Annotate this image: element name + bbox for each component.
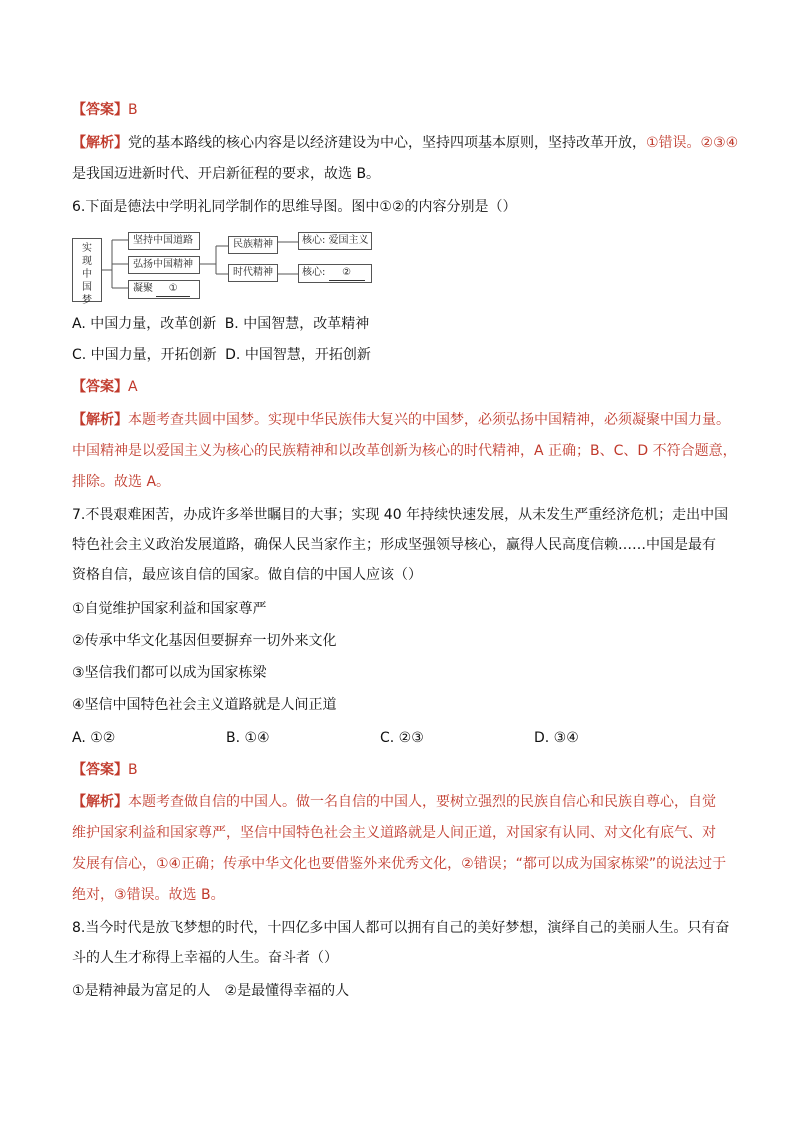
mind-map-core: 核心: 爱国主义 [298, 232, 372, 250]
q7-answer [72, 760, 138, 780]
root-char: 中 [82, 269, 92, 280]
option-c: C. ②③ [380, 730, 424, 746]
q5-analysis-line: 是我国迈进新时代、开启新征程的要求，故选 B。 [72, 166, 381, 182]
q6-analysis-line: 中国精神是以爱国主义为核心的民族精神和以改革创新为核心的时代精神，A 正确；B、C、D 不符合题意， [72, 443, 737, 459]
option-d: D. 中国智慧，开拓创新 [225, 347, 371, 363]
q5-analysis-line [72, 133, 738, 153]
q7-analysis-line [72, 792, 716, 812]
answer-tag: 【答案】 [72, 102, 128, 118]
mind-map-branch [128, 280, 200, 299]
analysis-tag: 【解析】 [72, 135, 128, 151]
analysis-text: 本题考查做自信的中国人。做一名自信的中国人，要树立强烈的民族自信心和民族自尊心，自觉 [128, 794, 716, 810]
option-b: B. 中国智慧，改革精神 [224, 316, 370, 332]
q7-stem-line: 特色社会主义政治发展道路，确保人民当家作主；形成坚强领导核心，赢得人民高度信赖……中国是最有 [72, 537, 716, 553]
mind-map-core [298, 264, 372, 283]
blank-1: ① [156, 282, 190, 297]
option-b: B. ①④ [226, 730, 270, 746]
root-char: 现 [82, 256, 92, 267]
analysis-text: 党的基本路线的核心内容是以经济建设为中心，坚持四项基本原则，坚持改革开放， [128, 135, 646, 151]
q8-items: ①是精神最为富足的人 ②是最懂得幸福的人 [72, 983, 350, 999]
q6-analysis-line [72, 410, 730, 430]
mind-map-sub: 时代精神 [228, 264, 278, 282]
mind-map-branch: 弘扬中国精神 [128, 256, 200, 274]
q7-analysis-line: 维护国家利益和国家尊严，坚信中国特色社会主义道路就是人间正道，对国家有认同、对文化有底气、对 [72, 825, 716, 841]
blank-2: ② [329, 266, 365, 281]
root-char: 国 [82, 282, 92, 293]
core-label: 核心: [302, 267, 326, 278]
answer-value: A [128, 379, 138, 395]
root-char: 实 [82, 243, 92, 254]
q5-answer [72, 100, 138, 120]
analysis-text-red: ①错误。②③④ [646, 135, 739, 151]
answer-value: B [128, 762, 138, 778]
mind-map-sub: 民族精神 [228, 236, 278, 254]
option-a: A. 中国力量，改革创新 [72, 316, 217, 332]
q7-analysis-line: 绝对，③错误。故选 B。 [72, 887, 225, 903]
q7-item: ④坚信中国特色社会主义道路就是人间正道 [72, 697, 337, 713]
answer-tag: 【答案】 [72, 379, 128, 395]
q7-analysis-line: 发展有信心，①④正确；传承中华文化也要借鉴外来优秀文化，②错误；“都可以成为国家栋梁”的说法过于 [72, 856, 727, 872]
q7-item: ②传承中华文化基因但要摒弃一切外来文化 [72, 633, 337, 649]
q8-stem-line: 斗的人生才称得上幸福的人生。奋斗者（） [72, 950, 338, 966]
q7-stem-line: 7.不畏艰难困苦，办成许多举世瞩目的大事；实现 40 年持续快速发展，从未发生严重经济危机；走出中国 [72, 507, 729, 523]
mind-map-branch: 坚持中国道路 [128, 232, 200, 250]
analysis-tag: 【解析】 [72, 794, 128, 810]
q7-item: ③坚信我们都可以成为国家栋梁 [72, 665, 267, 681]
root-char: 梦 [82, 295, 92, 306]
analysis-text: 本题考查共圆中国梦。实现中华民族伟大复兴的中国梦，必须弘扬中国精神，必须凝聚中国力量。 [128, 412, 730, 428]
option-d: D. ③④ [534, 730, 579, 746]
answer-value: B [128, 102, 138, 118]
q8-stem-line: 8.当今时代是放飞梦想的时代，十四亿多中国人都可以拥有自己的美好梦想，演绎自己的美丽人生。只有奋 [72, 920, 730, 936]
answer-tag: 【答案】 [72, 762, 128, 778]
option-a: A. ①② [72, 730, 116, 746]
q6-answer [72, 377, 138, 397]
q7-item: ①自觉维护国家利益和国家尊严 [72, 601, 267, 617]
mind-map [72, 230, 382, 306]
q6-options-ab [72, 314, 369, 334]
option-c: C. 中国力量，开拓创新 [72, 347, 217, 363]
q7-stem-line: 资格自信，最应该自信的国家。做自信的中国人应该（） [72, 567, 422, 583]
mind-map-root [72, 238, 102, 306]
q6-options-cd [72, 345, 371, 365]
analysis-tag: 【解析】 [72, 412, 128, 428]
q6-stem: 6.下面是德法中学明礼同学制作的思维导图。图中①②的内容分别是（） [72, 199, 517, 215]
branch-label: 凝聚 [133, 283, 153, 294]
q6-analysis-line: 排除。故选 A。 [72, 474, 171, 490]
